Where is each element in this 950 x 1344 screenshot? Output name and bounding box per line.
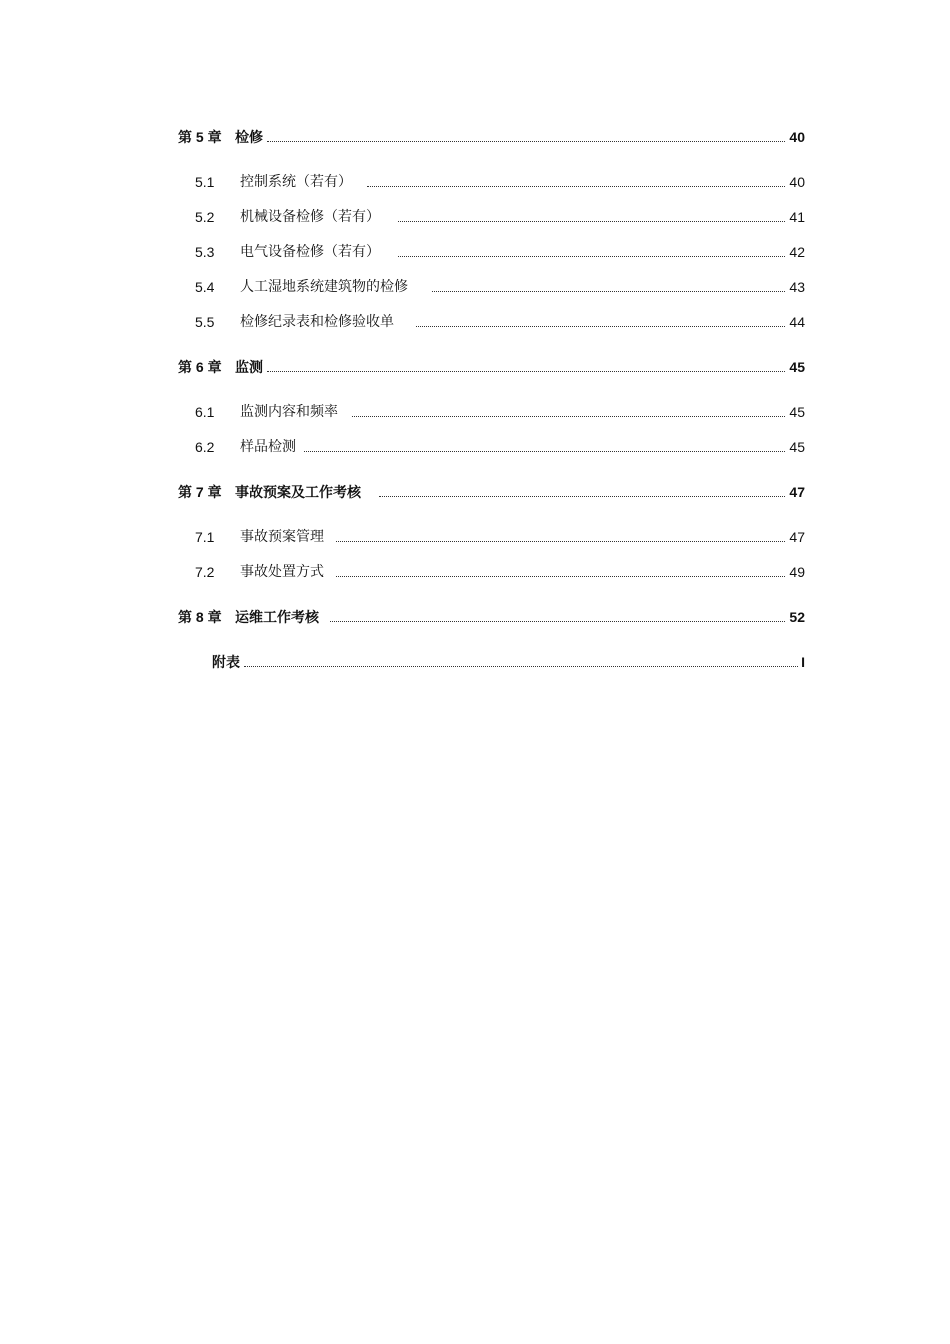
toc-entry-page: 43 (789, 279, 805, 295)
toc-section-7-2[interactable] (0, 561, 950, 583)
toc-entry-title: 事故处置方式 (240, 564, 324, 580)
toc-entry-number: 第 7 章 (178, 484, 222, 500)
toc-section-5-5[interactable] (0, 311, 950, 333)
toc-entry-page: 44 (789, 314, 805, 330)
toc-entry-page: 52 (789, 609, 805, 625)
toc-entry-title: 控制系统（若有） (240, 174, 352, 190)
toc-entry-page: 40 (789, 129, 805, 145)
dot-leader (367, 186, 785, 187)
dot-leader (330, 621, 785, 622)
dot-leader (352, 416, 785, 417)
toc-entry-page: 41 (789, 209, 805, 225)
toc-entry-number: 6.1 (195, 404, 215, 420)
toc-entry-page: 42 (789, 244, 805, 260)
toc-entry-page: 40 (789, 174, 805, 190)
toc-entry-title: 事故预案及工作考核 (235, 484, 361, 500)
toc-section-6-1[interactable] (0, 401, 950, 423)
toc-section-5-3[interactable] (0, 241, 950, 263)
toc-entry-number: 7.1 (195, 529, 215, 545)
toc-entry-title: 电气设备检修（若有） (240, 244, 380, 260)
dot-leader (267, 371, 785, 372)
dot-leader (336, 541, 785, 542)
dot-leader (398, 221, 785, 222)
toc-section-5-2[interactable] (0, 206, 950, 228)
toc-entry-page: 49 (789, 564, 805, 580)
toc-entry-title: 监测内容和频率 (240, 404, 338, 420)
toc-entry-title: 样品检测 (240, 439, 296, 455)
toc-entry-page: 45 (789, 404, 805, 420)
dot-leader (416, 326, 785, 327)
toc-appendix[interactable] (0, 651, 950, 673)
toc-entry-title: 运维工作考核 (235, 609, 319, 625)
toc-chapter-6[interactable] (0, 356, 950, 378)
toc-entry-title: 人工湿地系统建筑物的检修 (240, 279, 408, 295)
toc-entry-title: 附表 (212, 654, 240, 670)
toc-section-5-4[interactable] (0, 276, 950, 298)
toc-entry-number: 5.3 (195, 244, 215, 260)
dot-leader (304, 451, 785, 452)
toc-entry-number: 5.5 (195, 314, 215, 330)
toc-entry-page: 47 (789, 484, 805, 500)
dot-leader (267, 141, 785, 142)
toc-section-7-1[interactable] (0, 526, 950, 548)
toc-entry-number: 7.2 (195, 564, 215, 580)
toc-entry-number: 第 5 章 (178, 129, 222, 145)
toc-entry-page: 45 (789, 439, 805, 455)
toc-entry-page: I (801, 654, 805, 670)
dot-leader (244, 666, 798, 667)
toc-entry-title: 监测 (235, 359, 263, 375)
toc-entry-title: 检修纪录表和检修验收单 (240, 314, 394, 330)
toc-chapter-5[interactable] (0, 126, 950, 148)
toc-chapter-8[interactable] (0, 606, 950, 628)
dot-leader (432, 291, 785, 292)
dot-leader (379, 496, 785, 497)
toc-entry-title: 事故预案管理 (240, 529, 324, 545)
toc-chapter-7[interactable] (0, 481, 950, 503)
toc-entry-title: 机械设备检修（若有） (240, 209, 380, 225)
toc-entry-number: 5.1 (195, 174, 215, 190)
toc-entry-number: 第 8 章 (178, 609, 222, 625)
dot-leader (336, 576, 785, 577)
toc-section-5-1[interactable] (0, 171, 950, 193)
toc-entry-number: 第 6 章 (178, 359, 222, 375)
toc-entry-number: 5.4 (195, 279, 215, 295)
toc-section-6-2[interactable] (0, 436, 950, 458)
toc-entry-page: 45 (789, 359, 805, 375)
dot-leader (398, 256, 785, 257)
toc-entry-number: 5.2 (195, 209, 215, 225)
toc-entry-number: 6.2 (195, 439, 215, 455)
toc-entry-title: 检修 (235, 129, 263, 145)
toc-entry-page: 47 (789, 529, 805, 545)
